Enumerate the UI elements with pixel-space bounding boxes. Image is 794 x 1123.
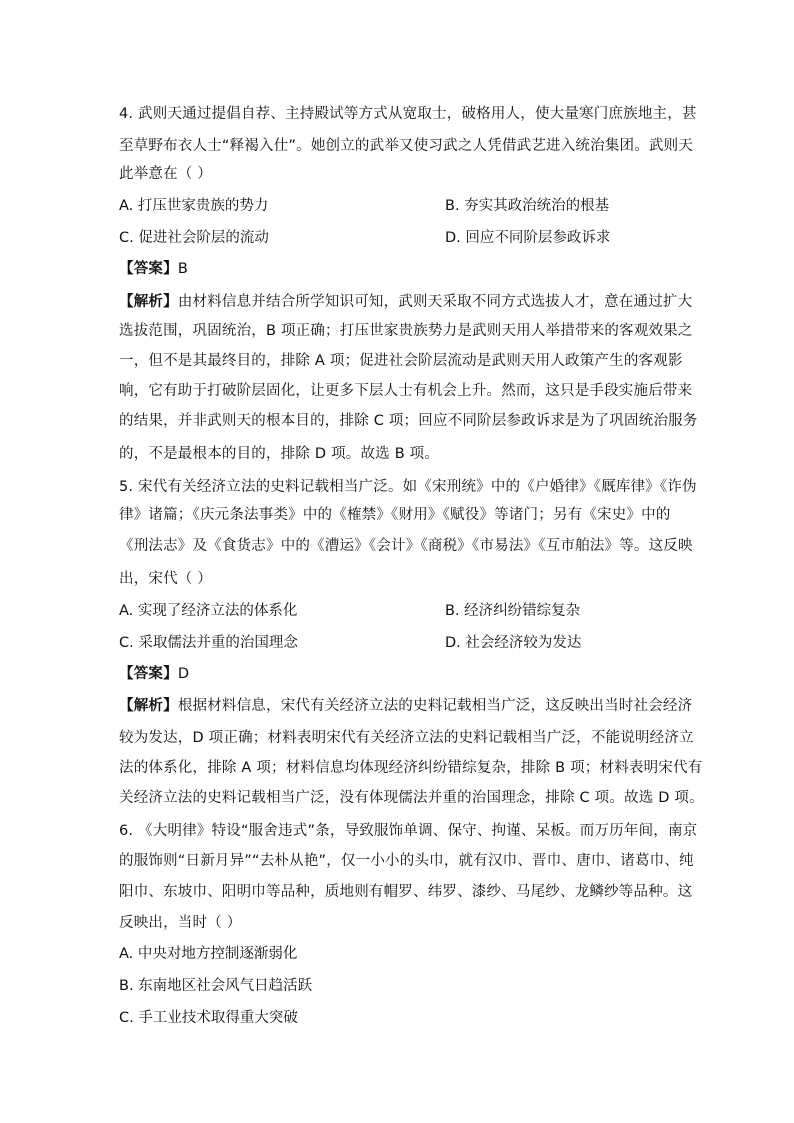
answer-value: B [177, 261, 188, 277]
q4-analysis-line-6: 的，不是最根本的目的，排除 D 项。故选 B 项。 [119, 446, 440, 462]
q6-stem-line-3: 阳巾、东坡巾、阳明巾等品种，质地则有帽罗、纬罗、漆纱、马尾纱、龙鳞纱等品种。这 [119, 884, 693, 900]
q5-stem-line-2: 律》诸篇；《庆元条法事类》中的《榷禁》《财用》《赋役》等诸门；另有《宋史》中的 [119, 507, 671, 523]
q5-stem-line-1: 5. 宋代有关经济立法的史料记载相当广泛。如《宋刑统》中的《户婚律》《厩库律》《诈伪 [119, 479, 697, 495]
q4-analysis-line-3: 一，但不是其最终目的，排除 A 项；促进社会阶层流动是武则天用人政策产生的客观影 [119, 353, 683, 369]
q5-analysis-line-3: 法的体系化，排除 A 项；材料信息均体现经济纠纷错综复杂，排除 B 项；材料表明宋代有 [119, 760, 703, 776]
q4-option-d: D. 回应不同阶层参政诉求 [445, 230, 611, 246]
q5-option-c: C. 采取儒法并重的治国理念 [119, 635, 298, 651]
q5-stem-line-3: 《刑法志》及《食货志》中的《漕运》《会计》《商税》《市易法》《互市舶法》等。这反映 [119, 538, 693, 554]
answer-tag: 【答案】 [119, 261, 178, 277]
q6-stem-line-1: 6. 《大明律》特设“服舍违式”条，导致服饰单调、保守、拘谨、呆板。而万历年间，南京 [119, 823, 698, 839]
q4-option-b: B. 夯实其政治统治的根基 [445, 198, 610, 214]
answer-value: D [177, 666, 190, 682]
q4-stem-line-1: 4. 武则天通过提倡自荐、主持殿试等方式从宽取士，破格用人，使大量寒门庶族地主，甚 [119, 106, 697, 122]
analysis-text: 由材料信息并结合所学知识可知，武则天采取不同方式选拔人才，意在通过扩大 [177, 294, 693, 310]
q5-stem-line-4: 出，宋代（ ） [119, 571, 213, 587]
q6-stem-line-2: 的服饰则“日新月异”“去朴从艳”，仅一小小的头巾，就有汉巾、晋巾、唐巾、诸葛巾、纯 [119, 853, 694, 869]
analysis-tag: 【解析】 [119, 294, 178, 310]
q4-stem-line-2: 至草野布衣人士“释褐入仕”。她创立的武举又使习武之人凭借武艺进入统治集团。武则天 [119, 138, 694, 154]
q6-stem-line-4: 反映出，当时（ ） [119, 915, 242, 931]
q4-option-a: A. 打压世家贵族的势力 [119, 198, 269, 214]
q5-option-b: B. 经济纠纷错综复杂 [445, 603, 581, 619]
q4-analysis-line-5: 的结果，并非武则天的根本目的，排除 C 项；回应不同阶层参政诉求是为了巩固统治服务 [119, 413, 698, 429]
q5-option-d: D. 社会经济较为发达 [445, 635, 582, 651]
q6-option-c: C. 手工业技术取得重大突破 [119, 1010, 298, 1026]
q5-analysis-line-1 [119, 696, 692, 716]
q5-analysis-line-2: 较为发达，D 项正确；材料表明宋代有关经济立法的史料记载相当广泛，不能说明经济立 [119, 730, 694, 746]
q4-analysis-line-4: 响，它有助于打破阶层固化，让更多下层人士有机会上升。然而，这只是手段实施后带来 [119, 383, 693, 399]
answer-tag: 【答案】 [119, 666, 178, 682]
q6-option-b: B. 东南地区社会风气日趋活跃 [119, 978, 313, 994]
q6-option-a: A. 中央对地方控制逐渐弱化 [119, 946, 298, 962]
q4-option-c: C. 促进社会阶层的流动 [119, 230, 269, 246]
q4-stem-line-3: 此举意在（ ） [119, 166, 213, 182]
q5-answer-line [119, 664, 189, 684]
analysis-tag: 【解析】 [119, 698, 178, 714]
analysis-text: 根据材料信息，宋代有关经济立法的史料记载相当广泛，这反映出当时社会经济 [177, 698, 693, 714]
q4-analysis-line-2: 选拔范围，巩固统治，B 项正确；打压世家贵族势力是武则天用人举措带来的客观效果之 [119, 323, 693, 339]
q5-analysis-line-4: 关经济立法的史料记载相当广泛，没有体现儒法并重的治国理念，排除 C 项。故选 D 项。 [119, 790, 704, 806]
q4-analysis-line-1 [119, 292, 692, 312]
q4-answer-line [119, 259, 188, 279]
q5-option-a: A. 实现了经济立法的体系化 [119, 603, 298, 619]
